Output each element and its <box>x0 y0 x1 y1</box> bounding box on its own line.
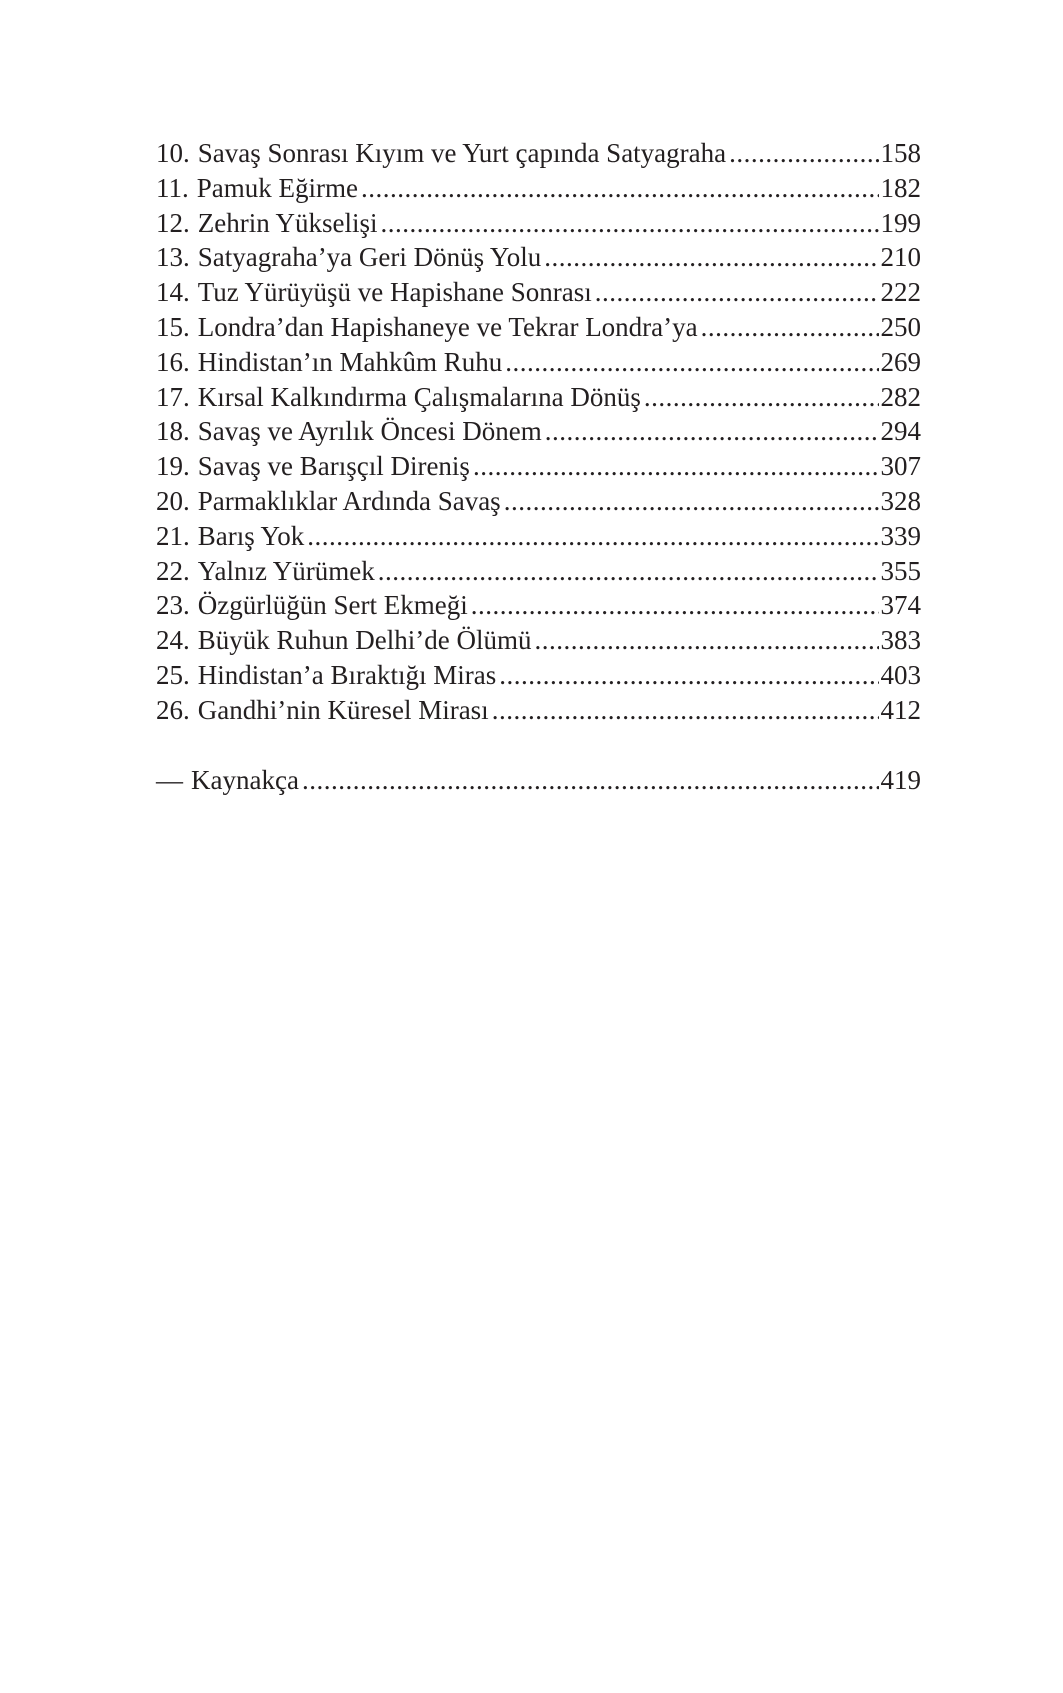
toc-entry-number: 20. <box>156 485 190 516</box>
toc-entry-10[interactable] <box>156 136 921 171</box>
toc-entry-page: 355 <box>880 555 921 586</box>
dot-leader <box>307 519 878 554</box>
toc-entry-text: Hindistan’a Bıraktığı Miras <box>197 659 497 690</box>
em-dash: — <box>156 764 183 795</box>
toc-entry-26[interactable] <box>156 693 921 728</box>
toc-entry-number: 23. <box>156 590 190 621</box>
toc-entry-text: Zehrin Yükselişi <box>197 207 378 238</box>
toc-entry-number: 19. <box>156 451 190 482</box>
toc-entry-title <box>156 449 470 484</box>
toc-entry-text: Savaş ve Barışçıl Direniş <box>197 451 470 482</box>
toc-entry-text: Londra’dan Hapishaneye ve Tekrar Londra’ya <box>197 311 698 342</box>
dot-leader <box>473 449 879 484</box>
toc-entry-number: 14. <box>156 277 190 308</box>
toc-entry-page: 182 <box>880 172 921 203</box>
dot-leader <box>504 484 879 519</box>
dot-leader <box>378 554 879 589</box>
toc-entry-page: 419 <box>880 764 921 795</box>
toc-entry-text: Savaş ve Ayrılık Öncesi Dönem <box>197 416 542 447</box>
toc-entry-number: 12. <box>156 207 190 238</box>
toc-entry-number: 15. <box>156 311 190 342</box>
toc-entry-page: 210 <box>880 242 921 273</box>
toc-entry-page: 199 <box>880 207 921 238</box>
table-of-contents <box>156 136 921 797</box>
toc-entry-number: 22. <box>156 555 190 586</box>
toc-entry-title <box>156 206 377 241</box>
toc-entry-title <box>156 693 489 728</box>
toc-entry-title <box>156 414 542 449</box>
dot-leader <box>729 136 878 171</box>
toc-entry-text: Tuz Yürüyüşü ve Hapishane Sonrası <box>197 277 592 308</box>
toc-entry-page: 282 <box>880 381 921 412</box>
toc-entry-text: Büyük Ruhun Delhi’de Ölümü <box>197 625 532 656</box>
dot-leader <box>544 240 878 275</box>
toc-entry-title <box>156 658 496 693</box>
toc-entry-15[interactable] <box>156 310 921 345</box>
toc-entry-text: Satyagraha’ya Geri Dönüş Yolu <box>197 242 542 273</box>
toc-entry-21[interactable] <box>156 519 921 554</box>
toc-entry-page: 158 <box>880 138 921 168</box>
toc-entry-page: 374 <box>880 590 921 621</box>
toc-entry-title <box>156 345 502 380</box>
dot-leader <box>505 345 878 380</box>
dot-leader <box>471 588 879 623</box>
toc-entry-19[interactable] <box>156 449 921 484</box>
toc-entry-title <box>156 275 592 310</box>
toc-entry-text: Kaynakça <box>191 764 299 795</box>
toc-entry-text: Parmaklıklar Ardında Savaş <box>197 485 501 516</box>
toc-entry-page: 222 <box>880 277 921 308</box>
toc-entry-text: Barış Yok <box>197 520 305 551</box>
toc-entry-number: 17. <box>156 381 190 412</box>
dot-leader <box>380 206 878 241</box>
toc-entry-12[interactable] <box>156 206 921 241</box>
toc-entry-page: 339 <box>880 520 921 551</box>
toc-entry-17[interactable] <box>156 380 921 415</box>
toc-entry-number: 13. <box>156 242 190 273</box>
toc-entry-number: 16. <box>156 346 190 377</box>
toc-entry-number: 18. <box>156 416 190 447</box>
toc-entry-title <box>156 171 358 206</box>
toc-entry-16[interactable] <box>156 345 921 380</box>
toc-entry-text: Pamuk Eğirme <box>196 172 358 203</box>
toc-entry-title <box>156 519 304 554</box>
toc-entry-page: 412 <box>880 694 921 725</box>
dot-leader <box>534 623 878 658</box>
toc-entry-number: 21. <box>156 520 190 551</box>
toc-entry-13[interactable] <box>156 240 921 275</box>
toc-entry-number: 26. <box>156 694 190 725</box>
toc-entry-22[interactable] <box>156 554 921 589</box>
toc-entry-20[interactable] <box>156 484 921 519</box>
toc-entry-page: 294 <box>880 416 921 447</box>
toc-entry-page: 269 <box>880 346 921 377</box>
toc-entry-page: 328 <box>880 485 921 516</box>
toc-entry-page: 383 <box>880 625 921 656</box>
toc-entry-page: 250 <box>880 311 921 342</box>
dot-leader <box>492 693 879 728</box>
toc-entry-title <box>156 763 299 798</box>
dot-leader <box>701 310 879 345</box>
toc-entry-page: 307 <box>880 451 921 482</box>
toc-entry-text: Özgürlüğün Sert Ekmeği <box>197 590 468 621</box>
dot-leader <box>545 414 879 449</box>
toc-entry-23[interactable] <box>156 588 921 623</box>
toc-entry-number: 24. <box>156 625 190 656</box>
toc-entry-text: Hindistan’ın Mahkûm Ruhu <box>197 346 503 377</box>
toc-entry-11[interactable] <box>156 171 921 206</box>
toc-entry-title <box>156 484 501 519</box>
toc-entry-text: Savaş Sonrası Kıyım ve Yurt çapında Satyagraha <box>197 138 727 168</box>
toc-entry-text: Kırsal Kalkındırma Çalışmalarına Dönüş <box>197 381 641 412</box>
dot-leader <box>302 763 879 798</box>
toc-entry-18[interactable] <box>156 414 921 449</box>
toc-entry-title <box>156 554 375 589</box>
toc-entry-title <box>156 136 726 171</box>
toc-entry-page: 403 <box>880 659 921 690</box>
toc-entry-title <box>156 623 531 658</box>
section-gap <box>156 728 921 763</box>
toc-entry-24[interactable] <box>156 623 921 658</box>
toc-entry-number: 10. <box>156 138 190 168</box>
toc-entry-25[interactable] <box>156 658 921 693</box>
toc-entry-title <box>156 588 468 623</box>
toc-entry-14[interactable] <box>156 275 921 310</box>
toc-entry-title <box>156 310 698 345</box>
dot-leader <box>644 380 879 415</box>
toc-entry-text: Gandhi’nin Küresel Mirası <box>197 694 489 725</box>
toc-entry-number: 25. <box>156 659 190 690</box>
dot-leader <box>361 171 879 206</box>
toc-entry-bibliography[interactable] <box>156 763 921 798</box>
toc-entry-title <box>156 380 641 415</box>
dot-leader <box>595 275 879 310</box>
toc-entry-number: 11. <box>156 172 189 203</box>
toc-entry-text: Yalnız Yürümek <box>197 555 375 586</box>
dot-leader <box>499 658 878 693</box>
toc-entry-title <box>156 240 541 275</box>
